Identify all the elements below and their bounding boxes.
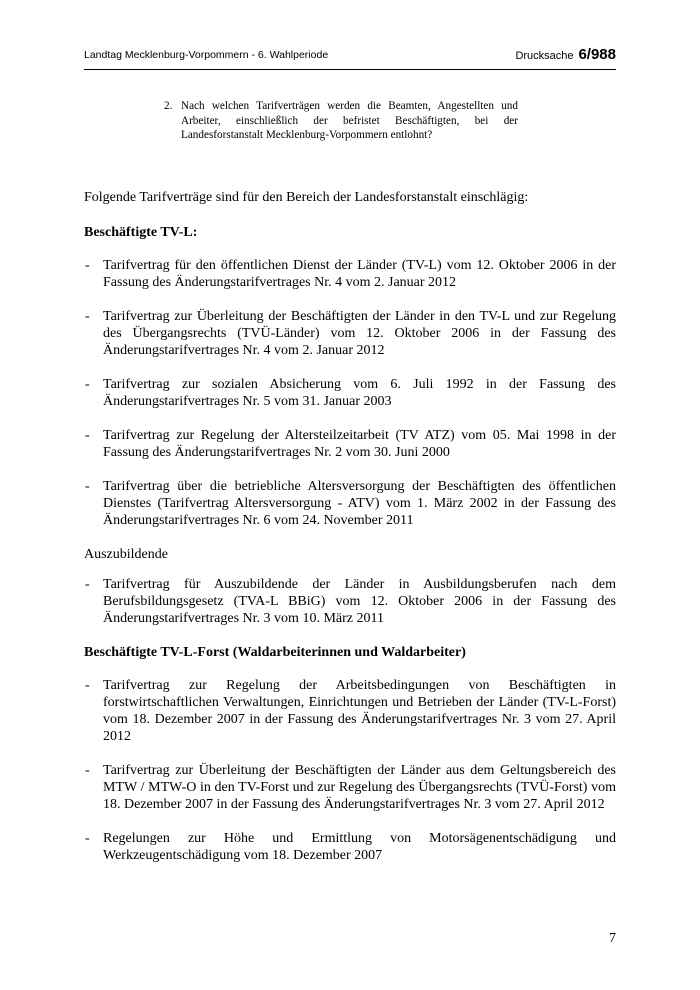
header-parliament-title: Landtag Mecklenburg-Vorpommern - 6. Wahlperiode — [84, 49, 329, 61]
list-dash: - — [85, 309, 90, 324]
list-dash: - — [85, 577, 90, 592]
question-block — [164, 99, 518, 143]
header-drucksache — [515, 46, 616, 63]
list-dash: - — [85, 479, 90, 494]
list-item: - Tarifvertrag zur Überleitung der Beschäftigten der Länder aus dem Geltungsbereich des MTW / MTW-O in den TV-Forst und zur Regelung des Übergangsrechts (TVÜ-Forst) vom 18. Dezember 2007 in der Fassung des Änderungstarifvertrages Nr. 3 vom 27. April 2012 — [85, 763, 616, 812]
drucksache-label: Drucksache — [515, 50, 574, 62]
question-number: 2. — [164, 100, 173, 112]
list-item: - Tarifvertrag zur sozialen Absicherung vom 6. Juli 1992 in der Fassung des Änderungstarifvertrages Nr. 5 vom 31. Januar 2003 — [85, 377, 616, 409]
list-dash: - — [85, 377, 90, 392]
header-divider — [84, 69, 616, 70]
section-heading-auszubildende: Auszubildende — [84, 547, 168, 562]
list-item: - Tarifvertrag über die betriebliche Altersversorgung der Beschäftigten des öffentlichen Dienstes (Tarifvertrag Altersversorgung - ATV) vom 1. März 2002 in der Fassung des Änderungstarifvertrages Nr. 6 vom 24. November 2011 — [85, 479, 616, 528]
section-heading-tv-l: Beschäftigte TV-L: — [84, 225, 198, 240]
list-item: - Tarifvertrag für den öffentlichen Dienst der Länder (TV-L) vom 12. Oktober 2006 in der Fassung des Änderungstarifvertrages Nr. 4 vom 2. Januar 2012 — [85, 258, 616, 290]
list-dash: - — [85, 763, 90, 778]
list-item: - Tarifvertrag zur Überleitung der Beschäftigten der Länder in den TV-L und zur Regelung des Übergangsrechts (TVÜ-Länder) vom 12. Oktober 2006 in der Fassung des Änderungstarifvertrages Nr. 4 vom 2. Januar 2012 — [85, 309, 616, 358]
list-dash: - — [85, 678, 90, 693]
list-item: - Regelungen zur Höhe und Ermittlung von Motorsägenentschädigung und Werkzeugentschädigung vom 18. Dezember 2007 — [85, 831, 616, 863]
section-heading-tv-l-forst: Beschäftigte TV-L-Forst (Waldarbeiterinnen und Waldarbeiter) — [84, 645, 466, 660]
list-dash: - — [85, 258, 90, 273]
list-item: - Tarifvertrag für Auszubildende der Länder in Ausbildungsberufen nach dem Berufsbildungsgesetz (TVA-L BBiG) vom 12. Oktober 2006 in der Fassung des Änderungstarifvertrages Nr. 3 vom 10. März 2011 — [85, 577, 616, 626]
list-dash: - — [85, 428, 90, 443]
list-item: - Tarifvertrag zur Regelung der Arbeitsbedingungen von Beschäftigten in forstwirtschaftlichen Verwaltungen, Einrichtungen und Betrieben der Länder (TV-L-Forst) vom 18. Dezember 2007 in der Fassung des Änderungstarifvertrages Nr. 3 vom 27. April 2012 — [85, 678, 616, 744]
drucksache-number: 6/988 — [578, 46, 616, 63]
list-dash: - — [85, 831, 90, 846]
answer-body — [84, 189, 616, 881]
page-number: 7 — [609, 931, 616, 946]
page-header — [84, 46, 616, 64]
list-item: - Tarifvertrag zur Regelung der Altersteilzeitarbeit (TV ATZ) vom 05. Mai 1998 in der Fassung des Änderungstarifvertrages Nr. 2 vom 30. Juni 2000 — [85, 428, 616, 460]
question-text: Nach welchen Tarifverträgen werden die Beamten, Angestellten und Arbeiter, einschließlich der befristet Beschäftigten, bei der Landesforstanstalt Mecklenburg-Vorpommern entlohnt? — [181, 100, 518, 142]
intro-paragraph: Folgende Tarifverträge sind für den Bereich der Landesforstanstalt einschlägig: — [84, 190, 529, 205]
